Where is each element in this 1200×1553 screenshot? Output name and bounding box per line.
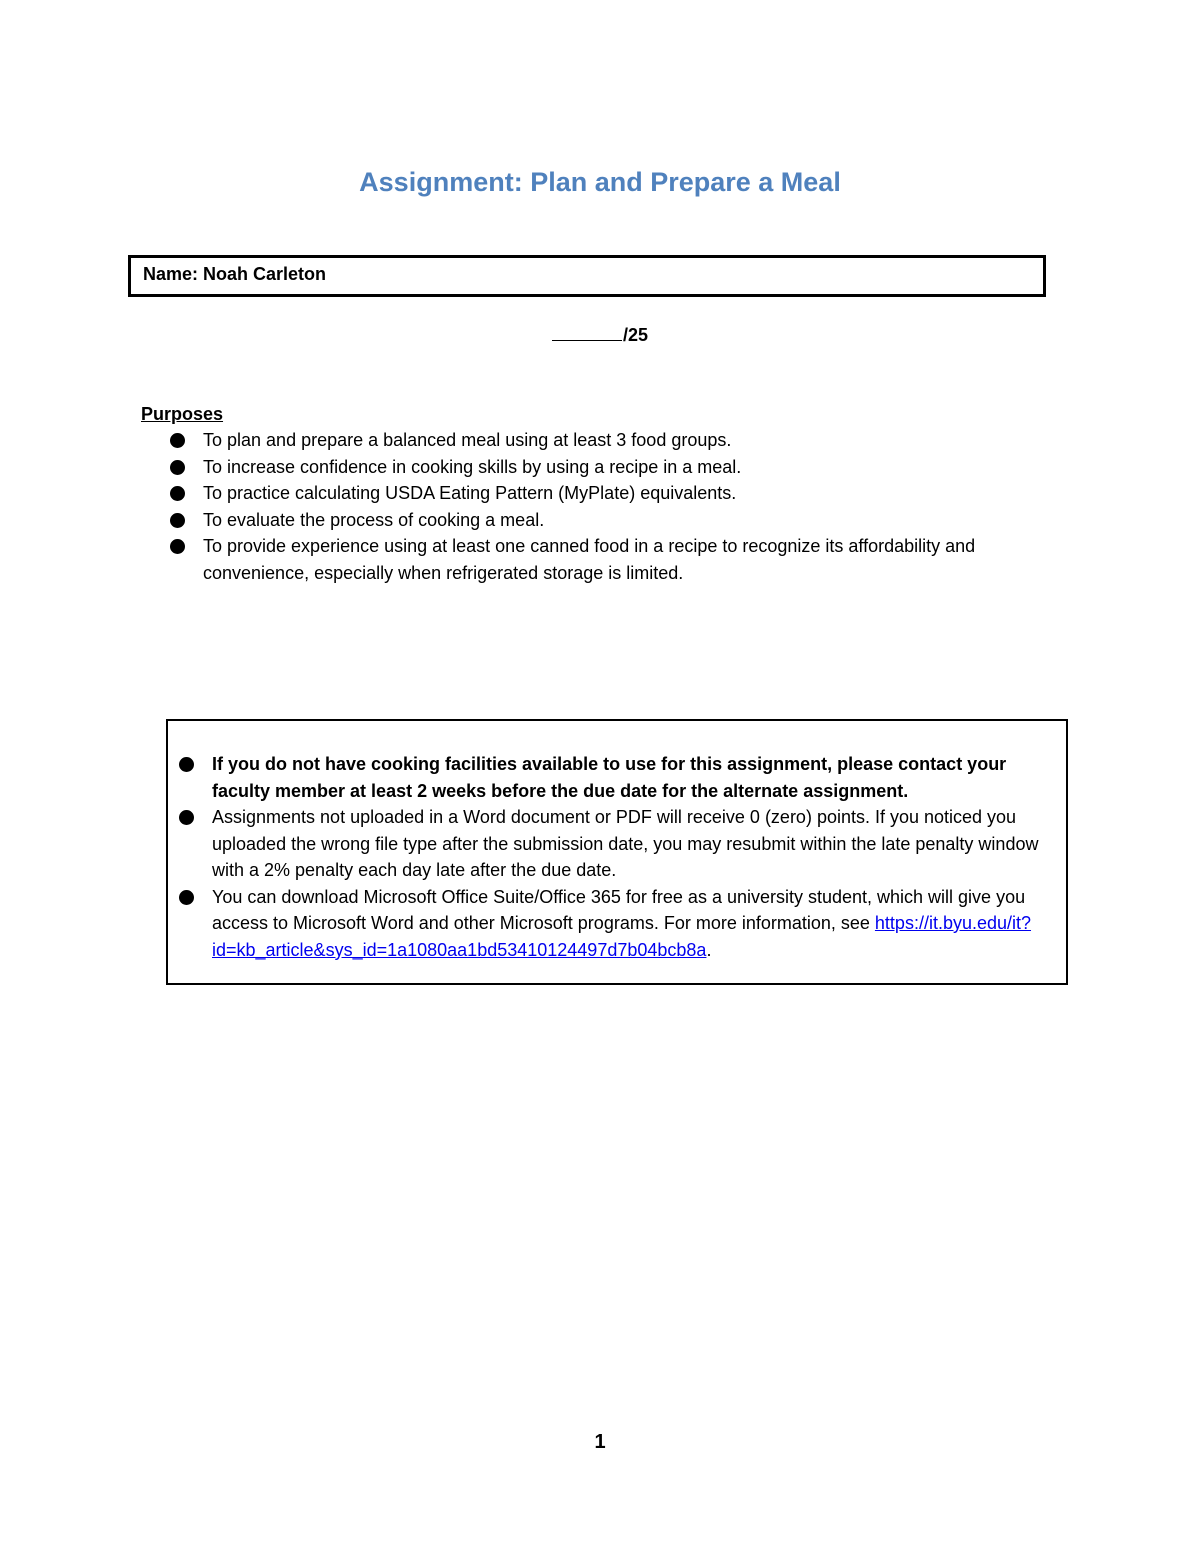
list-item <box>170 533 1070 586</box>
link-suffix: . <box>706 939 712 960</box>
bullet-icon <box>170 460 185 475</box>
purpose-text: To evaluate the process of cooking a meal. <box>203 509 545 530</box>
name-field-box <box>128 255 1046 297</box>
list-item <box>170 480 1070 507</box>
office-info-link[interactable]: https://it.byu.edu/it?id=kb_article&sys_id=1a1080aa1bd53410124497d7b04bcb8a <box>212 913 1032 960</box>
office-download-notice: You can download Microsoft Office Suite/Office 365 for free as a university student, which will give you access to Microsoft Word and other Microsoft programs. For more information, see <box>212 886 1026 933</box>
list-item <box>170 454 1070 481</box>
bullet-icon <box>170 486 185 501</box>
list-item <box>170 427 1070 454</box>
bullet-icon <box>179 810 194 825</box>
list-item <box>170 507 1070 534</box>
score-line <box>0 321 1200 347</box>
bullet-icon <box>170 513 185 528</box>
score-blank <box>552 321 622 341</box>
score-total: /25 <box>622 325 649 345</box>
student-name: Name: Noah Carleton <box>143 264 327 284</box>
purposes-heading: Purposes <box>141 404 224 424</box>
bullet-icon <box>170 433 185 448</box>
purpose-text: To practice calculating USDA Eating Pattern (MyPlate) equivalents. <box>203 483 737 503</box>
file-type-notice: Assignments not uploaded in a Word document or PDF will receive 0 (zero) points. If you noticed you uploaded the wrong file type after the submission date, you may resubmit within the late penalty window with a 2% penalty each day late after the due date. <box>212 807 1039 880</box>
purpose-text: To plan and prepare a balanced meal using at least 3 food groups. <box>203 430 732 450</box>
purposes-list <box>170 427 1070 586</box>
list-item <box>179 804 1049 884</box>
notice-list <box>179 751 1049 963</box>
bullet-icon <box>170 539 185 554</box>
notice-box <box>166 719 1068 985</box>
page-title: Assignment: Plan and Prepare a Meal <box>359 167 841 197</box>
page-number: 1 <box>594 1431 606 1453</box>
purpose-text: To provide experience using at least one canned food in a recipe to recognize its affordability and convenience, especially when refrigerated storage is limited. <box>203 536 976 583</box>
bullet-icon <box>179 757 194 772</box>
purpose-text: To increase confidence in cooking skills by using a recipe in a meal. <box>203 456 742 477</box>
list-item <box>179 884 1049 964</box>
list-item <box>179 751 1049 804</box>
cooking-facilities-notice: If you do not have cooking facilities available to use for this assignment, please contact your faculty member at least 2 weeks before the due date for the alternate assignment. <box>212 754 1007 801</box>
bullet-icon <box>179 890 194 905</box>
